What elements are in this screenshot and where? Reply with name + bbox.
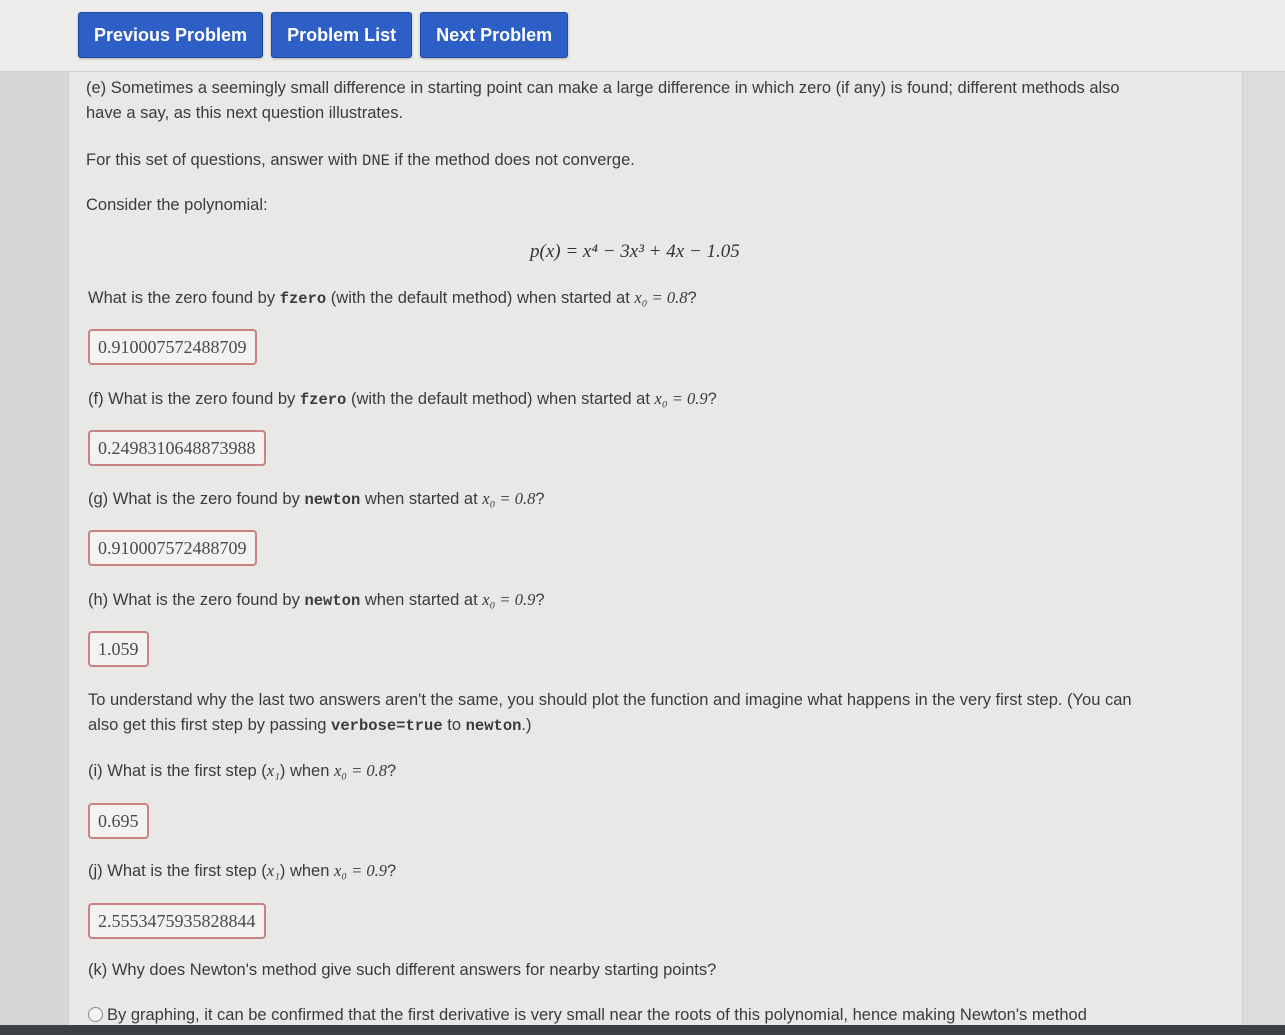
question-e: What is the zero found by fzero (with the default method) when started at x₀ = 0.8? bbox=[88, 288, 697, 308]
question-g: (g) What is the zero found by newton when started at x₀ = 0.8? bbox=[88, 489, 545, 509]
dne-code: DNE bbox=[362, 152, 390, 170]
answer-i-input[interactable]: 0.695 bbox=[88, 803, 149, 839]
question-i: (i) What is the first step (x₁) when x₀ = 0.8? bbox=[88, 761, 397, 780]
screen-bezel bbox=[0, 1025, 1285, 1035]
question-f: (f) What is the zero found by fzero (with the default method) when started at x₀ = 0.9? bbox=[88, 389, 717, 409]
problem-list-button[interactable]: Problem List bbox=[271, 12, 412, 58]
answer-g-input[interactable]: 0.910007572488709 bbox=[88, 530, 257, 566]
explanation-line-2: also get this first step by passing verbose=true to newton.) bbox=[88, 716, 532, 735]
explanation-line-1: To understand why the last two answers aren't the same, you should plot the function and imagine what happens in the very first step. (You can bbox=[88, 691, 1132, 709]
radio-icon[interactable] bbox=[88, 1007, 103, 1022]
question-j: (j) What is the first step (x₁) when x₀ = 0.9? bbox=[88, 861, 397, 880]
polynomial-formula: p(x) = x⁴ − 3x³ + 4x − 1.05 bbox=[530, 241, 740, 262]
top-navigation-bar bbox=[0, 0, 1285, 72]
answer-h-input[interactable]: 1.059 bbox=[88, 631, 149, 667]
dne-instruction: For this set of questions, answer with DNE if the method does not converge. bbox=[86, 151, 635, 170]
consider-label: Consider the polynomial: bbox=[86, 196, 268, 214]
page-gutter bbox=[1243, 72, 1285, 1035]
question-k: (k) Why does Newton's method give such different answers for nearby starting points? bbox=[88, 961, 717, 979]
intro-line-1: (e) Sometimes a seemingly small difference in starting point can make a large difference in which zero (if any) is found; different methods also bbox=[86, 79, 1120, 97]
question-h: (h) What is the zero found by newton when started at x₀ = 0.9? bbox=[88, 590, 545, 610]
answer-e-input[interactable]: 0.910007572488709 bbox=[88, 329, 257, 365]
answer-f-input[interactable]: 0.2498310648873988 bbox=[88, 430, 266, 466]
answer-j-input[interactable]: 2.5553475935828844 bbox=[88, 903, 266, 939]
option-1-label: By graphing, it can be confirmed that the first derivative is very small near the roots of this polynomial, hence making Newton's method bbox=[107, 1006, 1087, 1024]
previous-problem-button[interactable]: Previous Problem bbox=[78, 12, 263, 58]
intro-line-2: have a say, as this next question illustrates. bbox=[86, 104, 404, 122]
problem-navigation bbox=[78, 12, 568, 58]
next-problem-button[interactable]: Next Problem bbox=[420, 12, 568, 58]
